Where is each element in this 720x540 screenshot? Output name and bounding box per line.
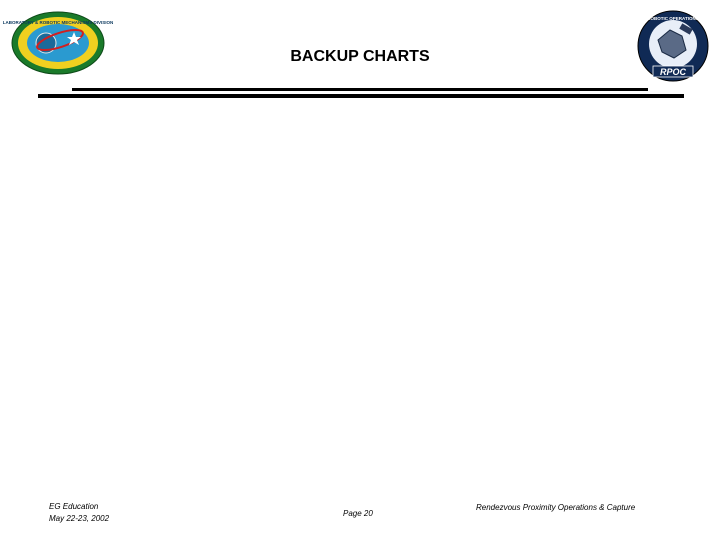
- logo-ring-text: ROBOTIC OPERATIONS: [647, 16, 699, 21]
- title-underline-thick: [38, 94, 684, 98]
- title-underline-thin: [72, 88, 648, 91]
- logo-ring-text: LABORATORY & ROBOTIC MECHANISMS DIVISION: [2, 20, 114, 25]
- footer-left: [49, 501, 109, 525]
- logo-label: RPOC: [659, 67, 687, 77]
- footer-page-number: Page 20: [343, 509, 373, 518]
- footer-project-title: Rendezvous Proximity Operations & Capture: [476, 503, 636, 512]
- footer-date: May 22-23, 2002: [49, 514, 110, 523]
- footer-event: EG Education: [49, 502, 99, 511]
- rpoc-logo-right: [636, 10, 710, 82]
- division-logo-left: [2, 10, 114, 76]
- slide-title: BACKUP CHARTS: [290, 48, 430, 65]
